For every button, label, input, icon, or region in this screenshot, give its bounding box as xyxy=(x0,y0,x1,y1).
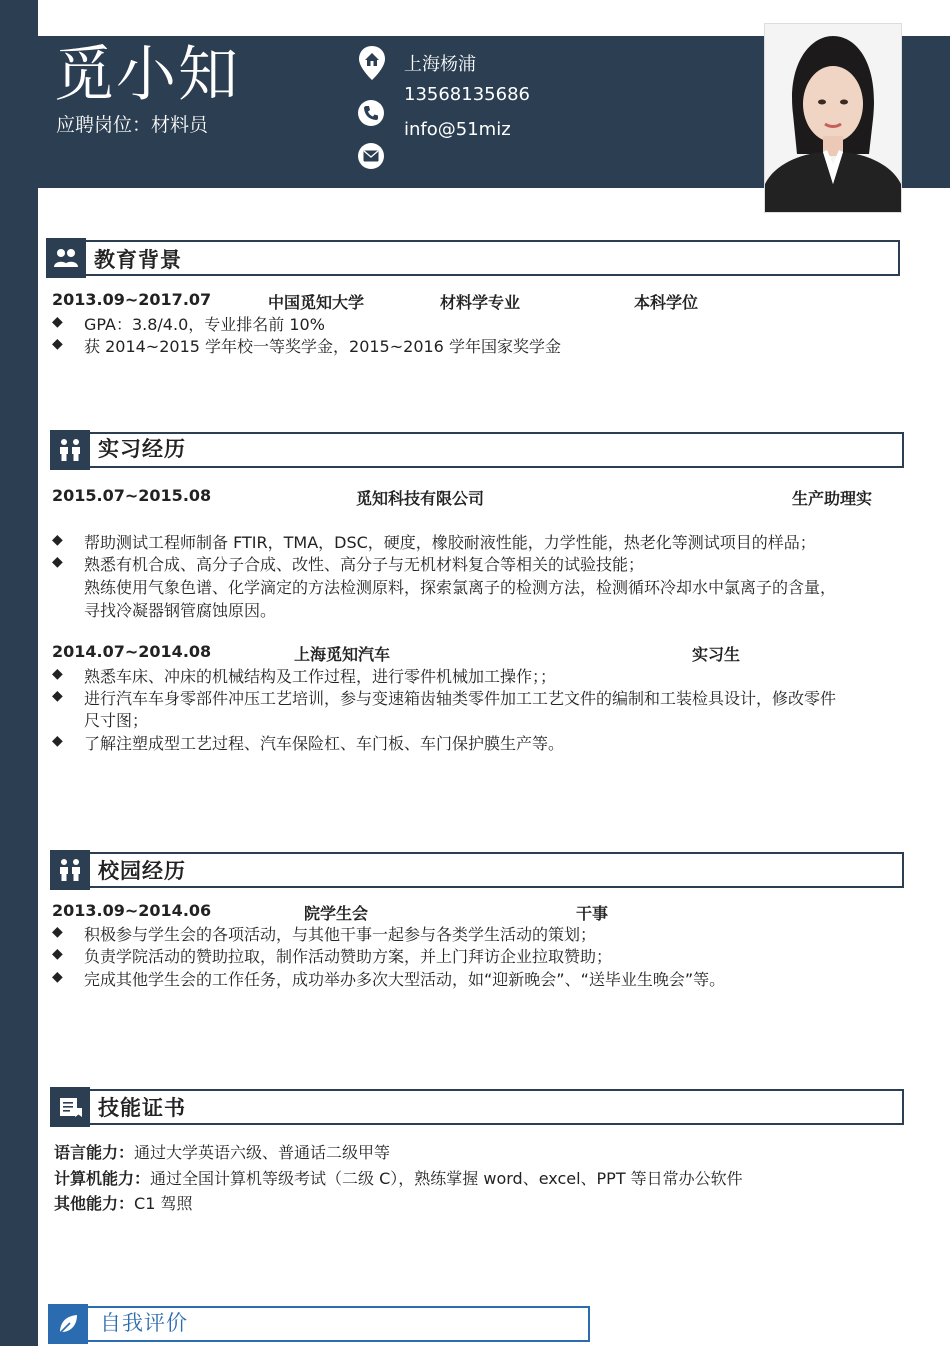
leaf-icon xyxy=(48,1304,88,1344)
education-date: 2013.09~2017.07 xyxy=(52,290,212,309)
skill-label: 语言能力： xyxy=(54,1143,135,1162)
skill-language xyxy=(54,1140,390,1163)
job1-line: 帮助测试工程师制备 FTIR，TMA，DSC，硬度，橡胶耐液性能，力学性能，热老化等测试项目的样品； xyxy=(84,533,816,552)
campus-bullet: 积极参与学生会的各项活动，与其他干事一起参与各类学生活动的策划； xyxy=(84,925,597,944)
job1-role: 生产助理实 xyxy=(792,489,873,508)
skill-value: 通过大学英语六级、普通话二级甲等 xyxy=(134,1143,391,1162)
campus-bullet: 负责学院活动的赞助拉取，制作活动赞助方案，并上门拜访企业拉取赞助； xyxy=(84,947,613,966)
job2-date: 2014.07~2014.08 xyxy=(52,642,212,661)
education-major: 材料学专业 xyxy=(440,293,521,312)
location-text: 上海杨浦 xyxy=(404,54,476,75)
education-bullet: 获 2014~2015 学年校一等奖学金，2015~2016 学年国家奖学金 xyxy=(84,337,561,356)
people-icon xyxy=(50,850,90,890)
skill-other xyxy=(54,1191,192,1214)
bullet-marker: ◆ xyxy=(52,688,63,704)
skill-value: C1 驾照 xyxy=(134,1194,193,1213)
self-eval-title: 自我评价 xyxy=(100,1311,188,1335)
job2-company: 上海觅知汽车 xyxy=(294,645,391,664)
job1-line: 寻找冷凝器钢管腐蚀原因。 xyxy=(84,601,277,620)
skill-value: 通过全国计算机等级考试（二级 C），熟练掌握 word、excel、PPT 等日常办公软件 xyxy=(150,1169,743,1188)
job1-line: 熟悉有机合成、高分子合成、改性、高分子与无机材料复合等相关的试验技能； xyxy=(84,555,645,574)
profile-photo xyxy=(764,23,902,213)
education-school: 中国觅知大学 xyxy=(268,293,365,312)
candidate-name: 觅小知 xyxy=(54,40,240,110)
job2-line: 熟悉车床、冲床的机械结构及工作过程，进行零件机械加工操作；； xyxy=(84,667,557,686)
bullet-marker: ◆ xyxy=(52,532,63,548)
campus-bullet: 完成其他学生会的工作任务，成功举办多次大型活动，如“迎新晚会”、“送毕业生晚会”等。 xyxy=(84,970,726,989)
job2-line: 进行汽车车身零部件冲压工艺培训，参与变速箱齿轴类零件加工工艺文件的编制和工装检具设计，修改零件 xyxy=(84,689,837,708)
bullet-marker: ◆ xyxy=(52,554,63,570)
skills-title: 技能证书 xyxy=(98,1096,186,1120)
skill-label: 其他能力： xyxy=(54,1194,135,1213)
campus-title: 校园经历 xyxy=(98,859,186,883)
job1-date: 2015.07~2015.08 xyxy=(52,486,212,505)
bullet-marker: ◆ xyxy=(52,336,63,352)
email-icon xyxy=(358,143,384,169)
skill-computer xyxy=(54,1166,743,1189)
campus-date: 2013.09~2014.06 xyxy=(52,901,212,920)
certificate-icon xyxy=(50,1087,90,1127)
job1-line: 熟练使用气象色谱、化学滴定的方法检测原料，探索氯离子的检测方法，检测循环冷却水中氯离子的含量， xyxy=(84,578,837,597)
bullet-marker: ◆ xyxy=(52,314,63,330)
left-accent-bar xyxy=(0,0,38,1346)
phone-icon xyxy=(358,100,384,126)
bullet-marker: ◆ xyxy=(52,946,63,962)
job2-line: 尺寸图； xyxy=(84,711,149,730)
education-bullet: GPA：3.8/4.0，专业排名前 10% xyxy=(84,315,325,334)
phone-text: 13568135686 xyxy=(404,84,530,105)
education-degree: 本科学位 xyxy=(634,293,699,312)
job2-role: 实习生 xyxy=(692,645,741,664)
education-title: 教育背景 xyxy=(94,248,182,272)
job2-line: 了解注塑成型工艺过程、汽车保险杠、车门板、车门保护膜生产等。 xyxy=(84,734,565,753)
bullet-marker: ◆ xyxy=(52,924,63,940)
job1-company: 觅知科技有限公司 xyxy=(356,489,485,508)
applied-position: 应聘岗位：材料员 xyxy=(56,114,209,136)
bullet-marker: ◆ xyxy=(52,969,63,985)
campus-org: 院学生会 xyxy=(304,904,369,923)
bullet-marker: ◆ xyxy=(52,733,63,749)
users-icon xyxy=(46,238,86,278)
internship-title: 实习经历 xyxy=(98,437,186,461)
bullet-marker: ◆ xyxy=(52,666,63,682)
people-icon xyxy=(50,430,90,470)
skill-label: 计算机能力： xyxy=(54,1169,151,1188)
campus-role: 干事 xyxy=(576,904,609,923)
home-location-icon xyxy=(358,46,386,80)
email-text: info@51miz xyxy=(404,119,511,140)
